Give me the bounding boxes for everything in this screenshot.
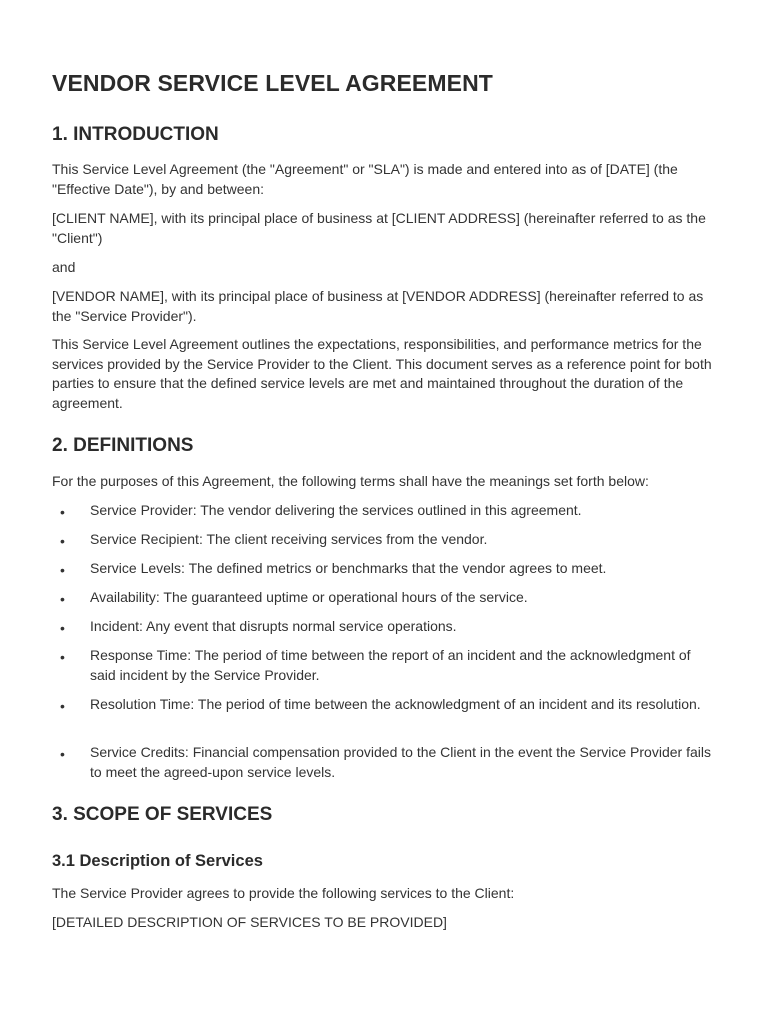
section-heading-scope: 3. SCOPE OF SERVICES (52, 804, 273, 825)
intro-paragraph-purpose: This Service Level Agreement outlines the expectations, responsibilities, and performance metrics for the services provided by the Service Provider to the Client. This document serves as a reference point for both parties to ensure that the defined service levels are met and maintained throughout the duration of the agreement. (52, 336, 712, 411)
definition-service-levels: Service Levels: The defined metrics or benchmarks that the vendor agrees to meet. (90, 560, 607, 576)
definition-incident: Incident: Any event that disrupts normal service operations. (90, 618, 457, 634)
bullet-icon: • (60, 533, 65, 549)
definition-availability: Availability: The guaranteed uptime or operational hours of the service. (90, 589, 528, 605)
intro-paragraph-and: and (52, 259, 76, 275)
intro-paragraph-effective-date: This Service Level Agreement (the "Agreement" or "SLA") is made and entered into as of [DATE] (the "Effective Date"), by and between: (52, 161, 678, 197)
bullet-icon: • (60, 746, 65, 762)
intro-paragraph-vendor: [VENDOR NAME], with its principal place of business at [VENDOR ADDRESS] (hereinafter referred to as the "Service Provider"). (52, 288, 704, 324)
section-heading-introduction: 1. INTRODUCTION (52, 124, 219, 145)
bullet-icon: • (60, 591, 65, 607)
scope-paragraph-intro: The Service Provider agrees to provide the following services to the Client: (52, 885, 515, 901)
subsection-heading-description: 3.1 Description of Services (52, 852, 263, 870)
definition-service-credits: Service Credits: Financial compensation provided to the Client in the event the Service Provider fails to meet the agreed-upon service levels. (90, 744, 711, 780)
scope-paragraph-placeholder: [DETAILED DESCRIPTION OF SERVICES TO BE PROVIDED] (52, 914, 447, 930)
bullet-icon: • (60, 504, 65, 520)
definitions-intro: For the purposes of this Agreement, the following terms shall have the meanings set forth below: (52, 473, 649, 489)
definition-service-recipient: Service Recipient: The client receiving services from the vendor. (90, 531, 488, 547)
section-heading-definitions: 2. DEFINITIONS (52, 435, 194, 456)
bullet-icon: • (60, 698, 65, 714)
definition-response-time: Response Time: The period of time between the report of an incident and the acknowledgment of said incident by the Service Provider. (90, 647, 691, 683)
document-title: VENDOR SERVICE LEVEL AGREEMENT (52, 70, 493, 96)
definition-resolution-time: Resolution Time: The period of time between the acknowledgment of an incident and its resolution. (90, 696, 701, 712)
intro-paragraph-client: [CLIENT NAME], with its principal place of business at [CLIENT ADDRESS] (hereinafter referred to as the "Client") (52, 210, 706, 246)
bullet-icon: • (60, 649, 65, 665)
definition-service-provider: Service Provider: The vendor delivering the services outlined in this agreement. (90, 502, 582, 518)
bullet-icon: • (60, 562, 65, 578)
bullet-icon: • (60, 620, 65, 636)
